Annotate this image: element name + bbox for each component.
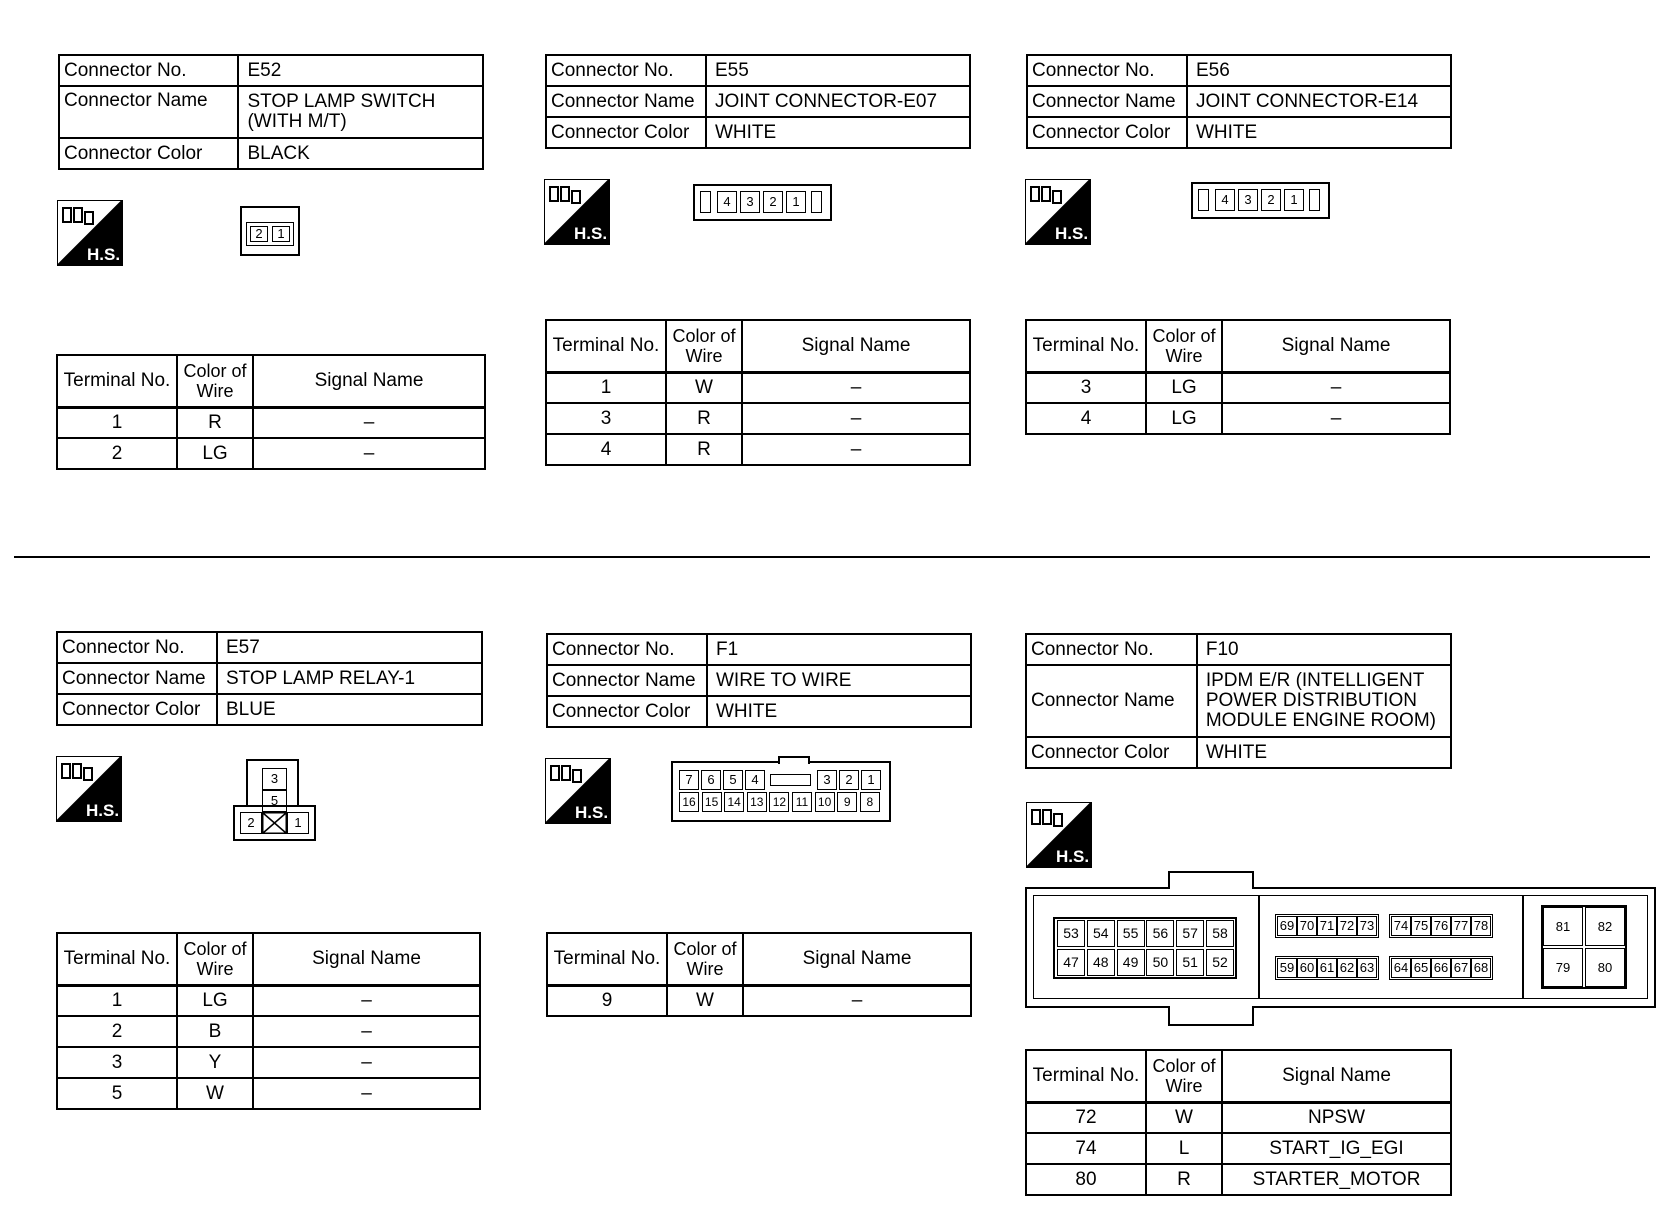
label-connector-no: Connector No. [57,632,217,663]
pin: 1 [287,812,309,834]
signal-name: – [742,434,970,465]
terminal-no: 2 [57,438,177,469]
table-row [546,403,970,434]
header-terminal-no: Terminal No. [547,933,667,985]
pin: 8 [860,792,880,812]
pin: 10 [815,792,835,812]
pin-lock [700,191,711,213]
terminal-table-e52 [56,354,486,470]
header-signal-name: Signal Name [253,355,485,407]
pin: 4 [745,770,765,790]
terminal-no: 5 [57,1078,177,1109]
pin: 49 [1117,949,1145,976]
pin: 4 [717,191,737,213]
table-row [1026,1102,1451,1133]
table-row [1026,372,1450,403]
section-divider [14,556,1650,558]
signal-name: – [743,985,971,1016]
pin: 13 [747,792,767,812]
signal-name: – [742,403,970,434]
pin: 68 [1471,958,1491,978]
label-connector-color: Connector Color [1026,737,1197,768]
header-color-of-wire: Color of Wire [1146,1050,1222,1102]
pin: 74 [1391,916,1411,936]
terminal-table-f1 [546,932,972,1017]
hs-label: H.S. [86,801,120,820]
hs-label: H.S. [575,803,609,822]
pin: 50 [1146,949,1174,976]
pin: 61 [1317,958,1337,978]
pin: 57 [1176,920,1204,947]
pin: 78 [1471,916,1491,936]
pin: 71 [1317,916,1337,936]
wire-color: LG [177,985,253,1016]
header-color-of-wire: Color of Wire [177,355,253,407]
label-connector-name: Connector Name [59,86,238,138]
table-row [57,407,485,438]
table-row [57,985,480,1016]
hs-label: H.S. [87,245,121,264]
pin-group-outline [1275,956,1379,980]
label-connector-no: Connector No. [546,55,706,86]
wire-color: W [666,372,742,403]
signal-name: START_IG_EGI [1222,1133,1451,1164]
pin: 48 [1087,949,1115,976]
pin-group-outline [1389,914,1493,938]
table-row [57,1047,480,1078]
connector-latch-bottom [1168,1006,1254,1026]
connector-name-value: JOINT CONNECTOR-E07 [706,86,970,117]
header-terminal-no: Terminal No. [1026,320,1146,372]
pin: 4 [1215,189,1235,211]
terminal-table-f10 [1025,1049,1452,1196]
connector-color-value: WHITE [1187,117,1451,148]
terminal-no: 4 [1026,403,1146,434]
pin-group-outline [1389,956,1493,980]
connector-no-value: F10 [1197,634,1451,665]
pin: 54 [1087,920,1115,947]
wire-color: LG [177,438,253,469]
terminal-no: 1 [57,407,177,438]
signal-name: STARTER_MOTOR [1222,1164,1451,1195]
pin: 1 [786,191,806,213]
pin: 3 [262,768,287,790]
terminal-table-e55 [545,319,971,466]
pin: 14 [724,792,744,812]
hs-label: H.S. [574,224,608,243]
label-connector-name: Connector Name [547,665,707,696]
header-terminal-no: Terminal No. [546,320,666,372]
pin: 11 [792,792,812,812]
terminal-no: 2 [57,1016,177,1047]
pin: 64 [1391,958,1411,978]
signal-name: – [742,372,970,403]
pin-lock [1309,189,1320,211]
terminal-no: 9 [547,985,667,1016]
signal-name: – [253,1016,480,1047]
table-row [57,438,485,469]
pin-group-outline [1275,914,1379,938]
wire-color: W [177,1078,253,1109]
pin: 80 [1585,948,1625,987]
label-connector-color: Connector Color [59,138,238,169]
connector-name-value: WIRE TO WIRE [707,665,971,696]
label-connector-no: Connector No. [59,55,238,86]
empty-cavity-icon [262,812,287,834]
key-slot [770,774,811,786]
connector-info-e52 [58,54,484,170]
harness-side-icon [544,179,610,245]
pin-lock [1198,189,1209,211]
pin: 77 [1451,916,1471,936]
hs-label: H.S. [1055,224,1089,243]
wire-color: Y [177,1047,253,1078]
header-color-of-wire: Color of Wire [667,933,743,985]
wire-color: R [1146,1164,1222,1195]
signal-name: – [253,438,485,469]
pin: 81 [1543,907,1583,946]
terminal-table-e56 [1025,319,1451,435]
pin: 51 [1176,949,1204,976]
pin: 5 [262,790,287,812]
pin: 55 [1117,920,1145,947]
header-terminal-no: Terminal No. [57,933,177,985]
header-terminal-no: Terminal No. [57,355,177,407]
pin: 47 [1057,949,1085,976]
pin: 9 [837,792,857,812]
connector-info-e57 [56,631,483,726]
pin: 79 [1543,948,1583,987]
connector-no-value: F1 [707,634,971,665]
pin: 72 [1337,916,1357,936]
signal-name: – [253,1078,480,1109]
header-terminal-no: Terminal No. [1026,1050,1146,1102]
connector-info-f1 [546,633,972,728]
table-row [1026,1133,1451,1164]
wire-color: W [1146,1102,1222,1133]
pin: 59 [1277,958,1297,978]
pin: 53 [1057,920,1085,947]
wire-color: LG [1146,403,1222,434]
label-connector-name: Connector Name [546,86,706,117]
header-signal-name: Signal Name [1222,1050,1451,1102]
pin: 76 [1431,916,1451,936]
connector-latch [778,756,810,764]
section-separator [1522,895,1524,999]
connector-color-value: WHITE [707,696,971,727]
connector-name-value: STOP LAMP SWITCH (WITH M/T) [238,86,483,138]
signal-name: NPSW [1222,1102,1451,1133]
table-row [546,372,970,403]
header-signal-name: Signal Name [1222,320,1450,372]
section-separator [1258,895,1260,999]
pin: 15 [702,792,722,812]
pin: 52 [1206,949,1234,976]
signal-name: – [253,407,485,438]
connector-color-value: BLUE [217,694,482,725]
connector-color-value: BLACK [238,138,483,169]
label-connector-color: Connector Color [547,696,707,727]
header-signal-name: Signal Name [742,320,970,372]
pin: 62 [1337,958,1357,978]
table-row [57,1078,480,1109]
pin: 1 [1284,189,1304,211]
pin: 3 [1238,189,1258,211]
harness-side-icon [545,758,611,824]
pin: 12 [769,792,789,812]
pin: 7 [679,770,699,790]
connector-name-value: JOINT CONNECTOR-E14 [1187,86,1451,117]
wire-color: B [177,1016,253,1047]
label-connector-name: Connector Name [57,663,217,694]
pin: 66 [1431,958,1451,978]
connector-no-value: E52 [238,55,483,86]
pin: 2 [839,770,859,790]
table-row [1026,1164,1451,1195]
signal-name: – [1222,372,1450,403]
harness-side-icon [1026,802,1092,868]
table-row [1026,403,1450,434]
terminal-no: 80 [1026,1164,1146,1195]
pin: 73 [1357,916,1377,936]
pin: 67 [1451,958,1471,978]
header-color-of-wire: Color of Wire [177,933,253,985]
table-row [57,1016,480,1047]
wire-color: R [666,434,742,465]
connector-color-value: WHITE [1197,737,1451,768]
terminal-no: 3 [57,1047,177,1078]
label-connector-color: Connector Color [1027,117,1187,148]
connector-no-value: E56 [1187,55,1451,86]
pin: 65 [1411,958,1431,978]
pin: 69 [1277,916,1297,936]
pin: 75 [1411,916,1431,936]
label-connector-no: Connector No. [547,634,707,665]
terminal-table-e57 [56,932,481,1110]
signal-name: – [253,1047,480,1078]
table-row [546,434,970,465]
terminal-no: 72 [1026,1102,1146,1133]
connector-name-value: IPDM E/R (INTELLIGENT POWER DISTRIBUTION MODULE ENGINE ROOM) [1197,665,1451,737]
pin: 6 [701,770,721,790]
signal-name: – [253,985,480,1016]
pin: 1 [272,226,290,242]
terminal-no: 1 [57,985,177,1016]
header-color-of-wire: Color of Wire [1146,320,1222,372]
label-connector-no: Connector No. [1027,55,1187,86]
pin: 70 [1297,916,1317,936]
pin: 2 [1261,189,1281,211]
label-connector-color: Connector Color [546,117,706,148]
pin: 2 [250,226,268,242]
pin: 1 [861,770,881,790]
wire-color: R [666,403,742,434]
pin: 5 [723,770,743,790]
connector-info-e56 [1026,54,1452,149]
table-row [547,985,971,1016]
label-connector-no: Connector No. [1026,634,1197,665]
wire-color: L [1146,1133,1222,1164]
label-connector-name: Connector Name [1026,665,1197,737]
connector-latch-top [1168,871,1254,889]
terminal-no: 3 [546,403,666,434]
pin: 2 [763,191,783,213]
wire-color: W [667,985,743,1016]
terminal-no: 4 [546,434,666,465]
pin: 56 [1146,920,1174,947]
pin: 63 [1357,958,1377,978]
harness-side-icon [57,200,123,266]
connector-color-value: WHITE [706,117,970,148]
hs-label: H.S. [1056,847,1090,866]
pin: 2 [240,812,262,834]
pin: 3 [817,770,837,790]
connector-no-value: E55 [706,55,970,86]
wire-color: LG [1146,372,1222,403]
terminal-no: 3 [1026,372,1146,403]
header-color-of-wire: Color of Wire [666,320,742,372]
connector-name-value: STOP LAMP RELAY-1 [217,663,482,694]
pin: 60 [1297,958,1317,978]
header-signal-name: Signal Name [743,933,971,985]
label-connector-color: Connector Color [57,694,217,725]
harness-side-icon [1025,179,1091,245]
pin: 16 [679,792,699,812]
signal-name: – [1222,403,1450,434]
connector-no-value: E57 [217,632,482,663]
pin: 82 [1585,907,1625,946]
pin: 58 [1206,920,1234,947]
wire-color: R [177,407,253,438]
terminal-no: 74 [1026,1133,1146,1164]
harness-side-icon [56,756,122,822]
pin: 3 [740,191,760,213]
connector-info-f10 [1025,633,1452,769]
terminal-no: 1 [546,372,666,403]
label-connector-name: Connector Name [1027,86,1187,117]
header-signal-name: Signal Name [253,933,480,985]
pin-lock [811,191,822,213]
connector-info-e55 [545,54,971,149]
